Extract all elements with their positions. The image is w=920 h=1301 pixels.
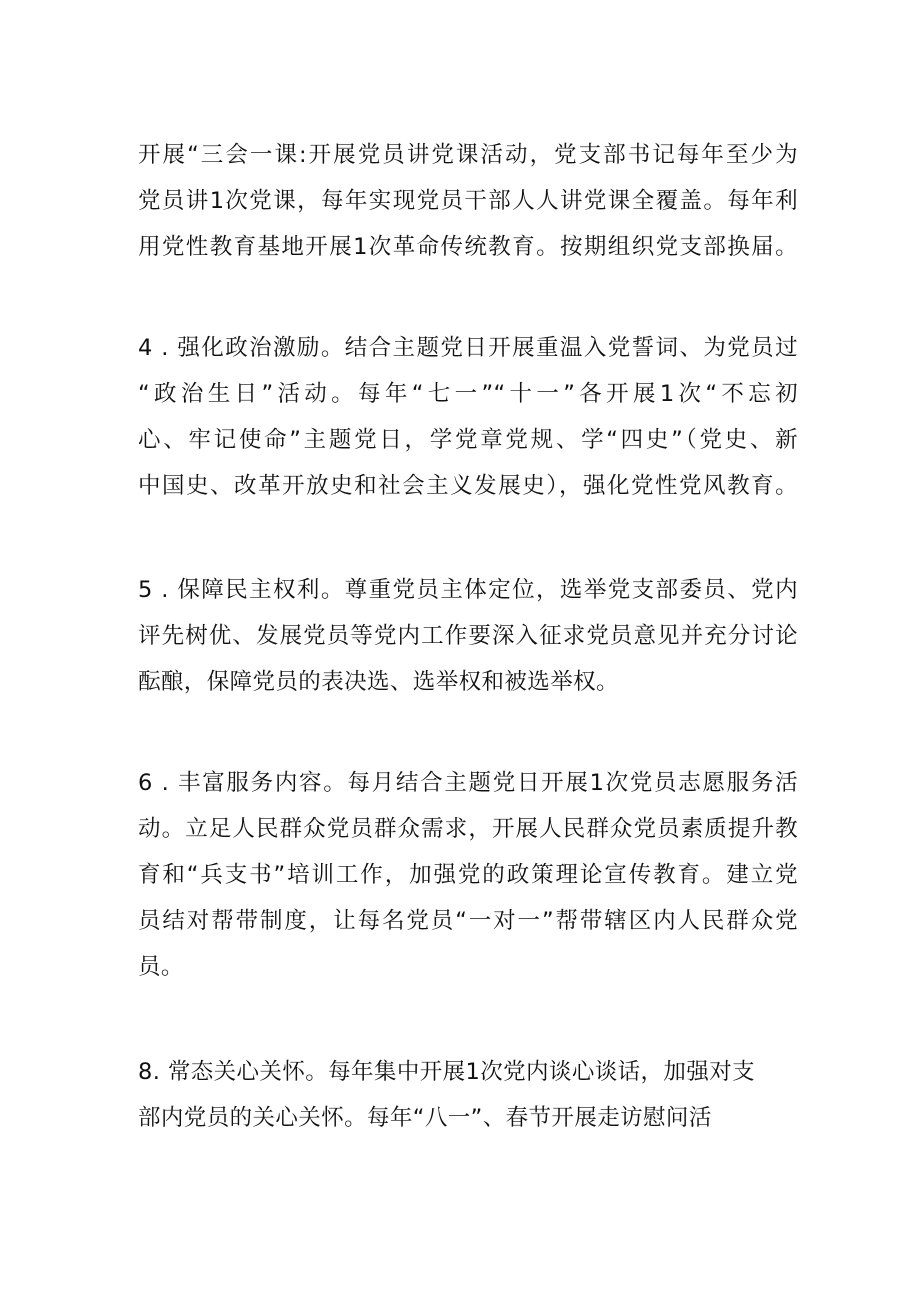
text-line: 育和“兵支书”培训工作，加强党的政策理论宣传教育。建立党 — [138, 862, 798, 888]
paragraph-6-service-content — [138, 760, 798, 990]
text-line: 员。 — [138, 954, 184, 980]
text-line: 中国史、改革开放史和社会主义发展史），强化党性党风教育。 — [138, 473, 798, 499]
text-line: 5 . 保障民主权利。尊重党员主体定位，选举党支部委员、党内 — [138, 577, 798, 603]
text-line: 动。立足人民群众党员群众需求，开展人民群众党员素质提升教 — [138, 816, 798, 842]
text-line: 部内党员的关心关怀。每年“八一”、春节开展走访慰问活 — [138, 1105, 712, 1131]
text-line: 4 . 强化政治激励。结合主题党日开展重温入党誓词、为党员过 — [138, 335, 798, 361]
text-line: “政治生日”活动。每年“七一”“十一”各开展1次“不忘初 — [138, 381, 798, 407]
text-line: 6 . 丰富服务内容。每月结合主题党日开展1次党员志愿服务活 — [138, 770, 798, 796]
paragraph-4-political-incentive — [138, 325, 798, 509]
paragraph-three-meetings-one-lesson — [138, 132, 798, 270]
text-line: 党员讲1次党课，每年实现党员干部人人讲党课全覆盖。每年利 — [138, 188, 798, 214]
text-line: 心、牢记使命”主题党日，学党章党规、学“四史”（党史、新 — [138, 427, 798, 453]
paragraph-8-care — [138, 1049, 798, 1141]
text-line: 酝酿，保障党员的表决选、选举权和被选举权。 — [138, 669, 619, 695]
text-line: 用党性教育基地开展1次革命传统教育。按期组织党支部换届。 — [138, 234, 798, 260]
text-line: 评先树优、发展党员等党内工作要深入征求党员意见并充分讨论 — [138, 623, 798, 649]
text-line: 开展“三会一课:开展党员讲党课活动，党支部书记每年至少为 — [138, 142, 798, 168]
text-line: 员结对帮带制度，让每名党员“一对一”帮带辖区内人民群众党 — [138, 908, 798, 934]
paragraph-5-democratic-rights — [138, 567, 798, 705]
text-line: 8. 常态关心关怀。每年集中开展1次党内谈心谈话，加强对支 — [138, 1059, 756, 1085]
